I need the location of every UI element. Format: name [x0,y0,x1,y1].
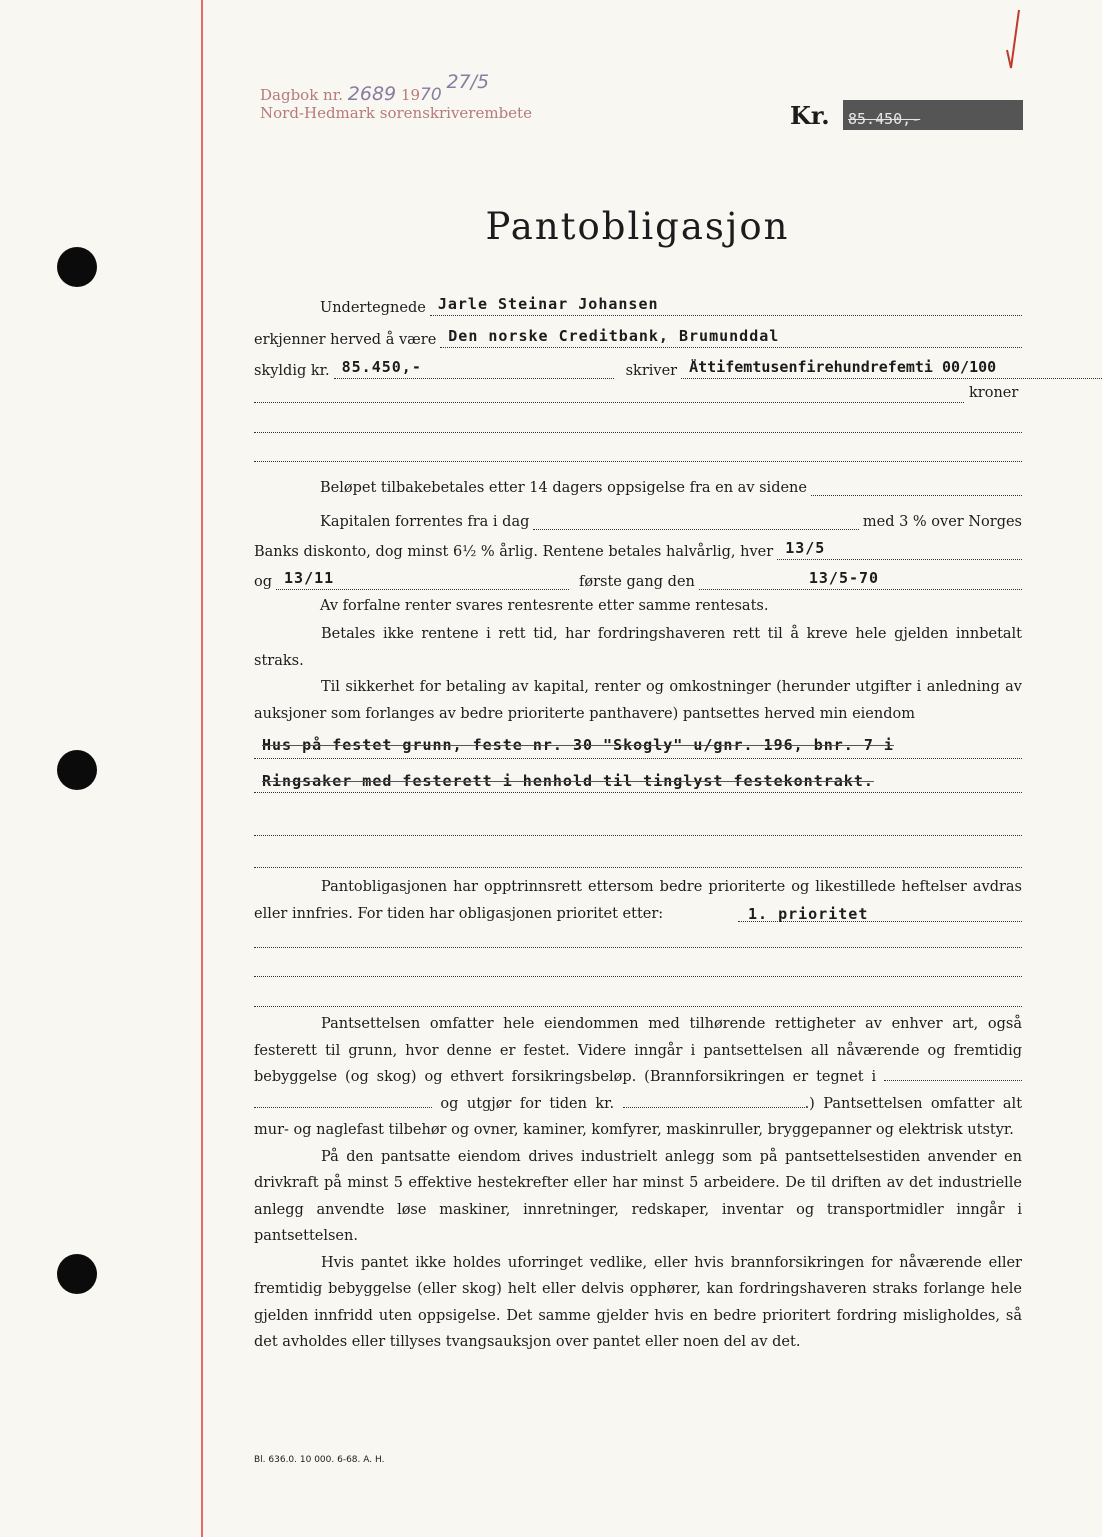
blank-line[interactable] [254,866,1022,868]
repayment-field[interactable] [811,476,1022,496]
property-dotted-line [254,757,1022,759]
blank-line[interactable] [254,1005,1022,1007]
pantsettelse-text [254,1011,1022,1144]
pantsettelse-paragraph [254,1011,1022,1356]
forste-label: første gang den [579,574,695,590]
year-suffix: 70 [420,85,442,105]
creditor-row [254,328,1022,348]
security-paragraph [254,674,1022,727]
betales-text: Betales ikke rentene i rett tid, har fordringshaveren rett til å kreve hele gjelden innbetalt straks. [254,626,1022,669]
amount-field[interactable]: 85.450,- [334,359,614,379]
maintenance-text: Hvis pantet ikke holdes uforringet vedlike, eller hvis brannforsikringen for nåværende eller fremtidig bebyggelse (eller skog) helt eller delvis opphører, kan fordringshaveren straks forlange hele gjelden innfridd uten oppsigelse. Det samme gjelder hvis en bedre prioritert fordring misligholdes, så det avholdes eller tillyses tvangsauksjon over pantet eller noen del av det. [254,1254,1022,1350]
kapital-row [320,510,1022,530]
blank-line[interactable] [254,431,1022,433]
priority-value[interactable]: 1. prioritet [748,905,869,923]
betales-paragraph [254,621,1022,674]
page-title: Pantobligasjon [485,205,790,248]
pantsettelse-part2: og utgjør for tiden kr. [440,1095,615,1112]
kapital-suffix: med 3 % over Norges [862,514,1022,530]
skyldig-label: skyldig kr. [254,363,330,379]
property-line-2[interactable]: Ringsaker med festerett i henhold til tinglyst festekontrakt. [262,772,874,790]
erkjenner-label: erkjenner herved å være [254,332,437,348]
dagbok-stamp [260,71,490,105]
blank-line[interactable] [254,975,1022,977]
undertegnede-field[interactable]: Jarle Steinar Johansen [430,296,1022,316]
insurer-field[interactable] [884,1080,1022,1081]
kroner-label: kroner [969,385,1019,401]
property-line-1[interactable]: Hus på festet grunn, feste nr. 30 "Skogly" u/gnr. 196, bnr. 7 i [262,736,894,754]
year-prefix: 19 [400,86,421,104]
og-label: og [254,574,273,590]
punch-hole-top [57,247,97,287]
property-dotted-line [254,791,1022,793]
renter-line: Av forfalne renter svares rentesrente etter samme rentesats. [320,598,769,614]
dates-row [254,570,1022,590]
insurer-field-continued[interactable] [254,1107,432,1108]
repayment-row [320,476,1022,496]
form-footer: Bl. 636.0. 10 000. 6-68. A. H. [254,1455,385,1465]
dagbok-number: 2689 [347,83,397,105]
amount-words-field[interactable]: Åttifemtusenfirehundrefemti 00/100 [681,359,1102,379]
undertegnede-row [320,296,1022,316]
security-intro: Til sikkerhet for betaling av kapital, renter og omkostninger (herunder utgifter i anledning av auksjoner som forlanges av bedre prioriterte panthavere) pantsettes herved min eiendom [254,679,1022,722]
dagbok-label: Dagbok nr. [260,86,344,104]
priority-text: Pantobligasjonen har opptrinnsrett ettersom bedre prioriterte og likestillede heftelser avdras eller innfries. For tiden har obligasjonen prioritet etter: [254,879,1022,922]
pantsettelse-part3: .) Pantsettelsen omfatter alt mur- og naglefast tilbehør og ovner, kaminer, komfyrer, maskinruller, bryggepanner og elektrisk utstyr. [254,1095,1023,1138]
kr-label: Kr. [790,101,830,130]
industrial-text: På den pantsatte eiendom drives industrielt anlegg som på pantsettelsestiden anvender en drivkraft på minst 5 effektive hestekrefter eller har minst 5 arbeidere. De til driften av det industrielle anlegg anvendte løse maskiner, innretninger, redskaper, inventar og transportmidler inngår i pantsettelsen. [254,1148,1022,1244]
creditor-field[interactable]: Den norske Creditbank, Brumunddal [440,328,1022,348]
first-date-field[interactable]: 13/5-70 [699,570,1022,590]
kr-amount: 85.450,- [848,110,921,128]
punch-hole-bottom [57,1254,97,1294]
skriver-label: skriver [625,363,678,379]
date1-field[interactable]: 13/5 [777,540,1022,560]
date-note: 27/5 [446,71,490,93]
banks-text: Banks diskonto, dog minst 6½ % årlig. Rentene betales halvårlig, hver [254,544,774,560]
office-stamp: Nord-Hedmark sorenskriverembete [260,104,532,122]
kapital-label: Kapitalen forrentes fra i dag [320,514,530,530]
blank-line[interactable] [254,460,1022,462]
blank-line[interactable] [254,834,1022,836]
amount-row [254,359,1102,379]
insurance-amount-field[interactable] [623,1107,805,1108]
priority-dotted-line [738,920,1022,922]
undertegnede-label: Undertegnede [320,300,426,316]
amount-words-continuation[interactable] [254,401,964,403]
checkmark-icon [1006,8,1020,70]
kapital-field[interactable] [533,510,858,530]
banks-row [254,540,1022,560]
repayment-text: Beløpet tilbakebetales etter 14 dagers oppsigelse fra en av sidene [320,480,807,496]
pantsettelse-part1: Pantsettelsen omfatter hele eiendommen med tilhørende rettigheter av enhver art, også festerett til grunn, hvor denne er festet. Videre inngår i pantsettelsen all nåværende og fremtidig bebyggelse (og skog) og ethvert forsikringsbeløp. (Brannforsikringen er tegnet i [254,1016,1022,1085]
punch-hole-middle [57,750,97,790]
blank-line[interactable] [254,946,1022,948]
kr-amount-box [843,100,1023,130]
date2-field[interactable]: 13/11 [276,570,569,590]
